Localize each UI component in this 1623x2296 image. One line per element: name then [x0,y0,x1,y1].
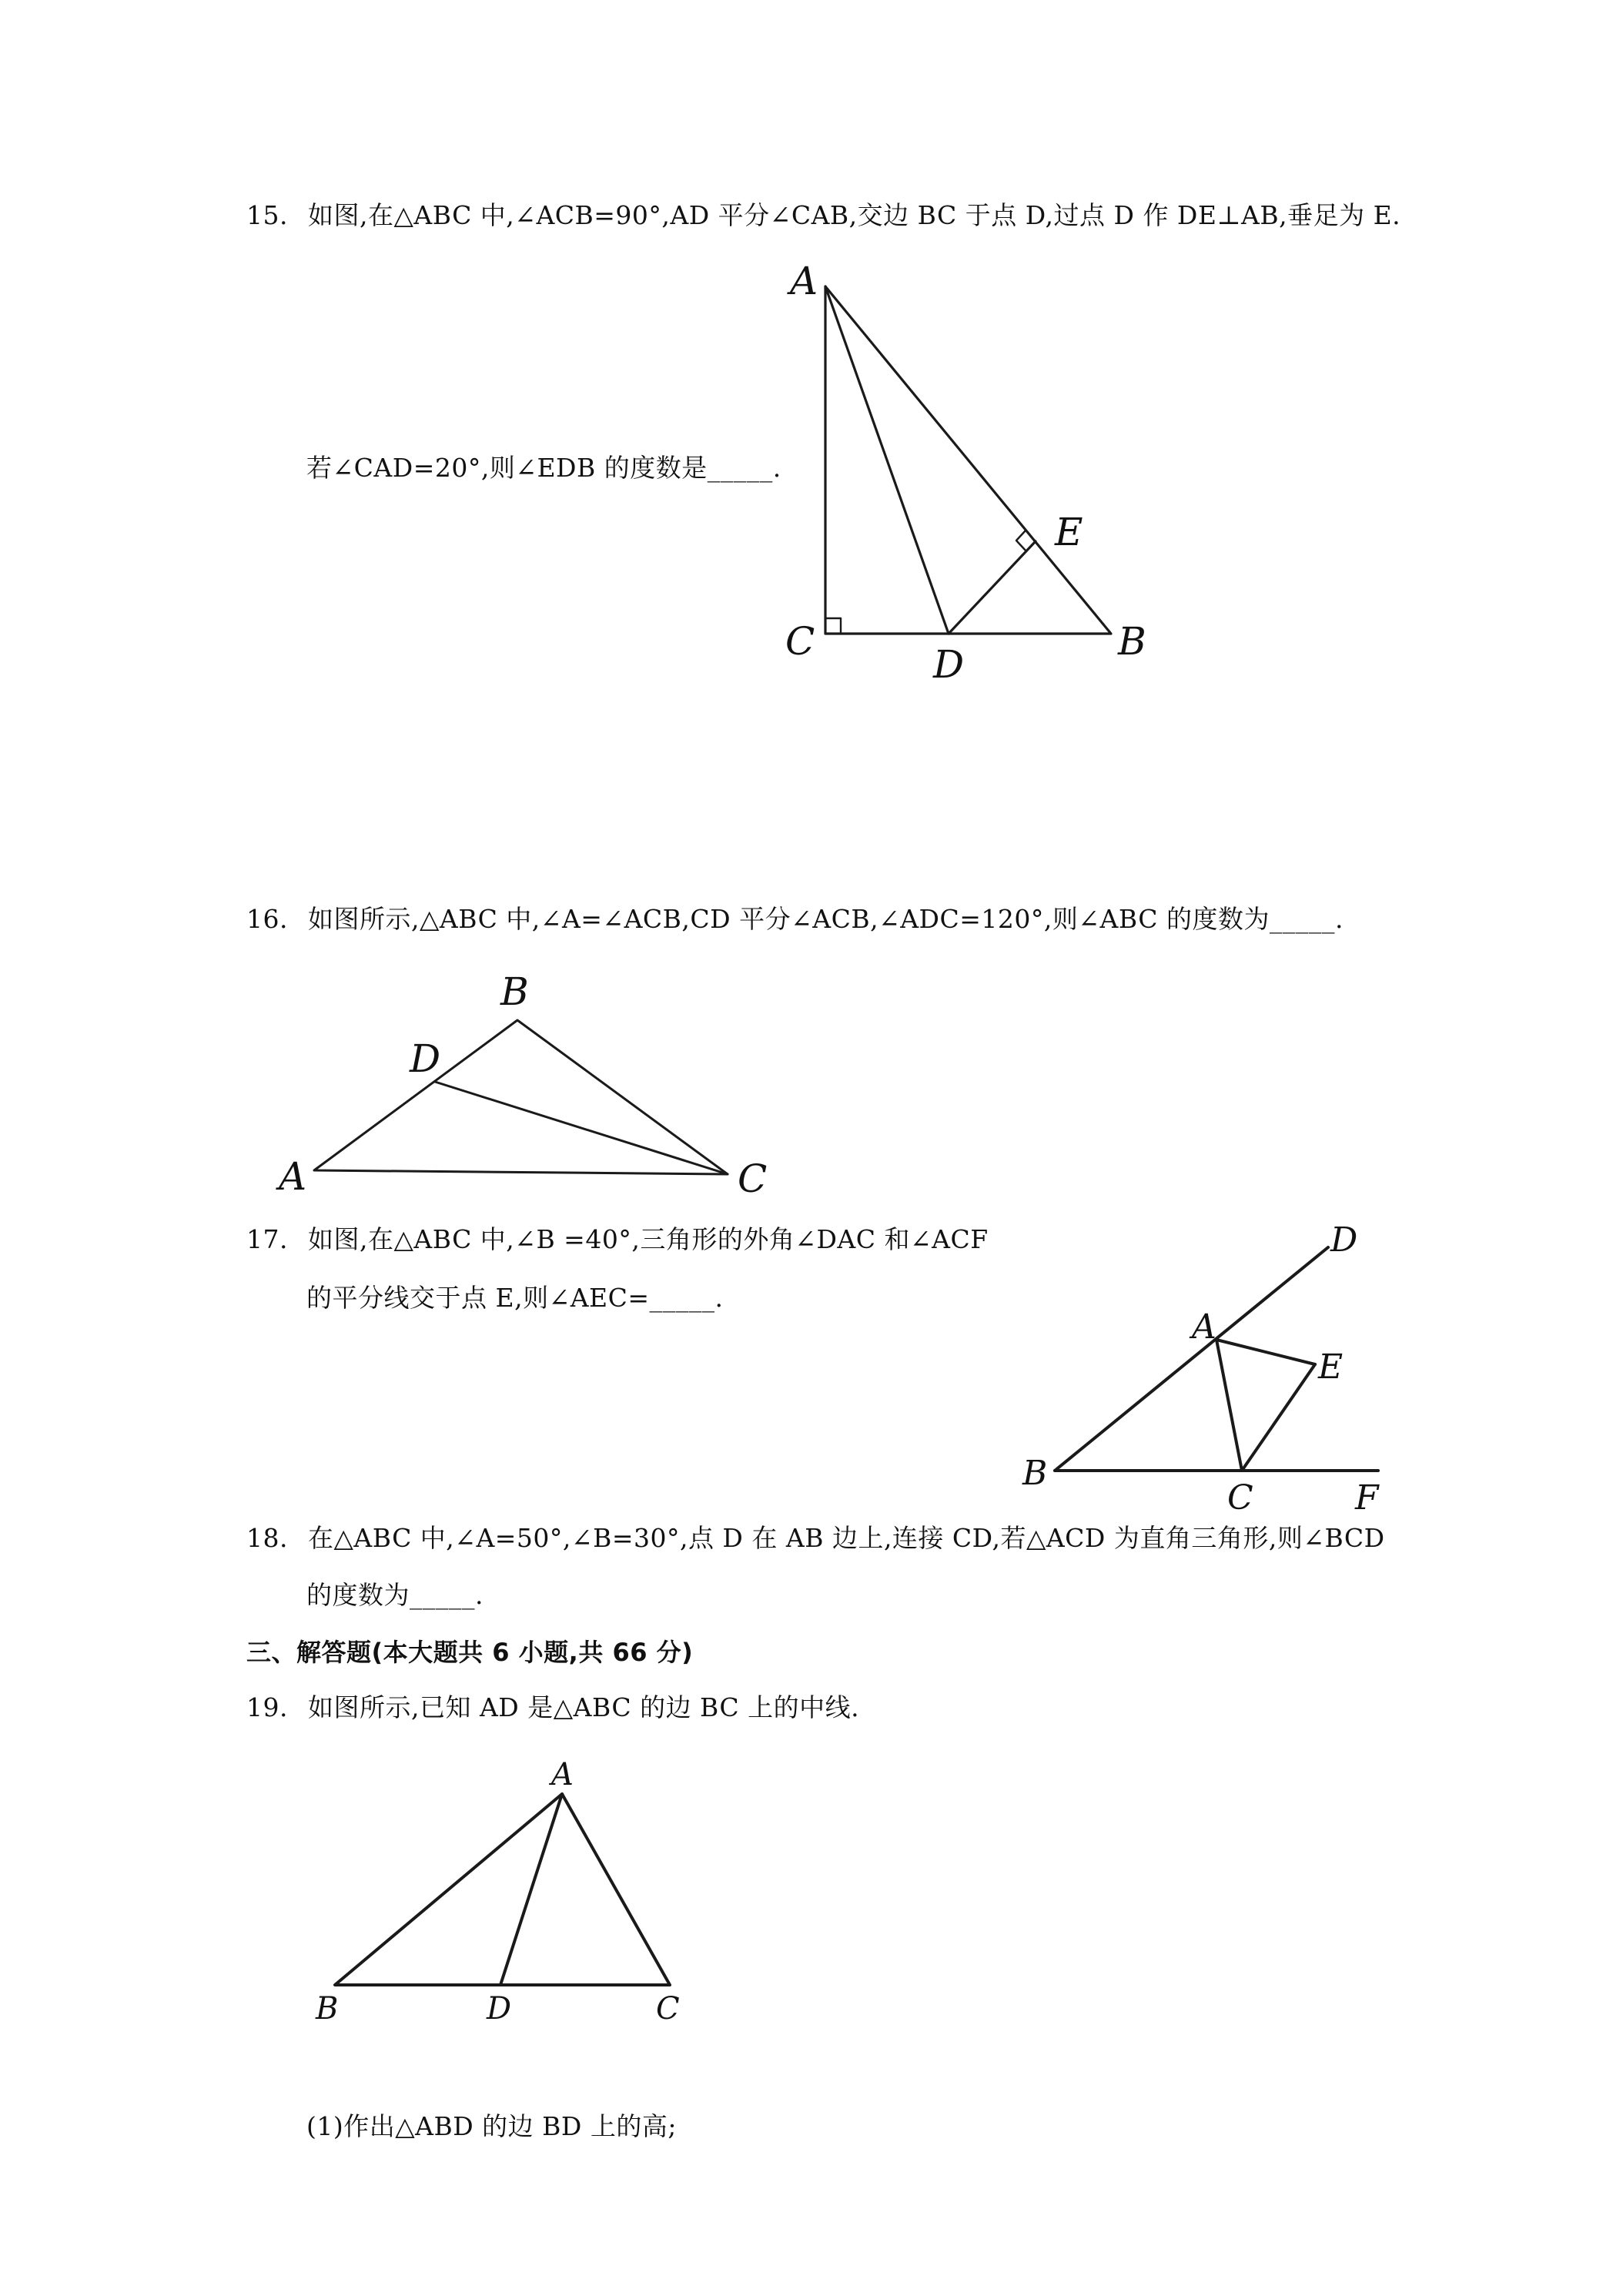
q15-label-d: D [933,642,965,687]
q16-label-b: B [500,969,529,1014]
q18-number: 18. [246,1523,288,1553]
q15-number: 15. [246,200,288,230]
q19-triangle-abc [335,1794,670,1985]
q19-label-d: D [487,1991,512,2027]
q19-median-ad [500,1794,562,1985]
q15-label-b: B [1118,619,1146,664]
q17-text: 如图,在△ABC 中,∠B =40°,三角形的外角∠DAC 和∠ACF [308,1224,989,1254]
q15-label-a: A [790,259,818,303]
q17-label-f: F [1355,1478,1379,1518]
q16-label-c: C [738,1156,768,1201]
q17-label-c: C [1227,1478,1253,1518]
q19-text: 如图所示,已知 AD 是△ABC 的边 BC 上的中线. [308,1692,860,1722]
q17-label-b: B [1022,1454,1048,1493]
q16-number: 16. [246,904,288,934]
section3-title: 三、解答题(本大题共 6 小题,共 66 分) [246,1638,694,1667]
q16-text: 如图所示,△ABC 中,∠A=∠ACB,CD 平分∠ACB,∠ADC=120°,则∠ABC 的度数为_____. [308,904,1344,934]
q17-line2: 的平分线交于点 E,则∠AEC=_____. [306,1283,724,1313]
q19-label-b: B [316,1991,339,2027]
q15-text: 如图,在△ABC 中,∠ACB=90°,AD 平分∠CAB,交边 BC 于点 D,过点 D 作 DE⊥AB,垂足为 E. [308,200,1401,230]
q18-text: 在△ABC 中,∠A=50°,∠B=30°,点 D 在 AB 边上,连接 CD,若△ACD 为直角三角形,则∠BCD [308,1523,1385,1553]
q16-label-a: A [279,1154,307,1199]
q19-number: 19. [246,1692,288,1722]
q17-label-d: D [1330,1220,1358,1260]
q19-label-c: C [656,1991,680,2027]
q18-line2: 的度数为_____. [306,1580,484,1610]
q15-label-e: E [1055,510,1083,554]
q17-number: 17. [246,1224,288,1254]
q17-label-a: A [1192,1307,1216,1347]
q17-label-e: E [1318,1347,1344,1387]
q15-line2: 若∠CAD=20°,则∠EDB 的度数是_____. [306,453,781,483]
q19-sub1: (1)作出△ABD 的边 BD 上的高; [306,2111,677,2141]
q15-label-c: C [785,619,815,664]
q16-label-d: D [410,1036,441,1081]
q19-label-a: A [551,1757,574,1792]
